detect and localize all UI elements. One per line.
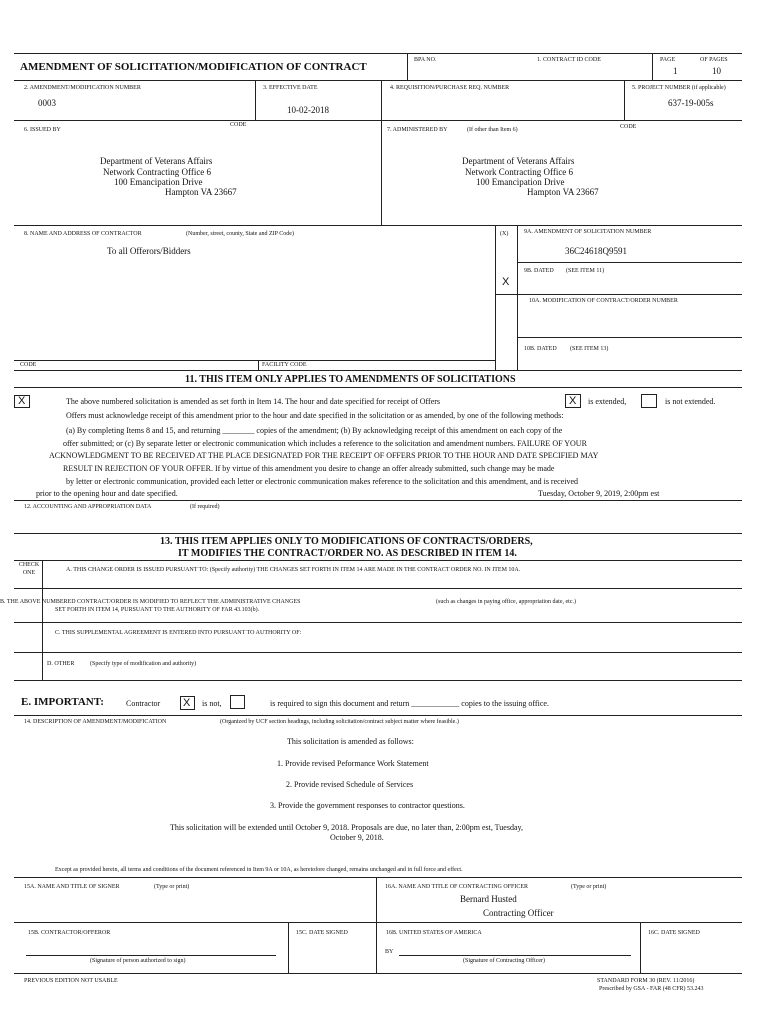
rule-item13-b [14,588,742,589]
signer-note: (Type or print) [154,884,190,890]
issuer-line-3: 100 Emancipation Drive [114,177,203,187]
rule-row8-top [14,225,742,226]
rule-item13-top [14,533,742,534]
rule-15b-top [14,922,742,923]
is-not-check-mark: X [183,697,191,709]
item-11-line-5: ACKNOWLEDGMENT TO BE RECEIVED AT THE PLACE DESIGNATED FOR THE RECEIPT OF OFFERS PRIOR TO THE HOUR AND DATE SPECIFIED MAY [49,451,599,460]
extension-line-1: This solicitation will be extended until October 9, 2018. Proposals are due, no later than, 2:00pm est, Tuesday, [170,823,523,832]
item-14-label: 14. DESCRIPTION OF AMENDMENT/MODIFICATION [24,719,167,725]
item-13-b-line-1[interactable]: B. THE ABOVE NUMBERED CONTRACT/ORDER IS MODIFIED TO REFLECT THE ADMINISTRATIVE CHANGES [0,599,301,605]
rule-row2-c [624,80,625,120]
administrator-line-4: Hampton VA 23667 [527,187,599,197]
description-line-4: 3. Provide the government responses to contractor questions. [270,801,465,810]
check-one-label: CHECK ONE [18,562,40,576]
by-label: BY [385,949,394,955]
item-10b-note: (SEE ITEM 13) [570,346,609,352]
item-11-line-7: by letter or electronic communication, provided each letter or electronic communication makes reference to the solicitation and this amendment, and is received [66,477,579,486]
officer-name: Bernard Husted [460,894,517,904]
united-states-label: 16B. UNITED STATES OF AMERICA [386,930,482,936]
item-11-line-8: prior to the opening hour and date specified. [36,489,178,498]
extension-line-2: October 9, 2018. [330,833,384,842]
requisition-label: 4. REQUISITION/PURCHASE REQ. NUMBER [390,85,510,91]
contractor-signature-caption: (Signature of person authorized to sign) [90,958,186,964]
item-9b-note: (SEE ITEM 11) [566,268,605,274]
item-13-d[interactable]: D. OTHER [47,661,75,667]
item-11-line-1: The above numbered solicitation is amended as set forth in Item 14. The hour and date specified for receipt of Offers [66,397,441,406]
officer-signature-line[interactable] [399,955,631,956]
item-11-heading: 11. THIS ITEM ONLY APPLIES TO AMENDMENTS OF SOLICITATIONS [185,374,516,385]
officer-label: 16A. NAME AND TITLE OF CONTRACTING OFFICER [385,884,529,890]
rule-top [14,53,742,54]
project-number-value: 637-19-005s [668,98,714,108]
item-11-line-2: Offers must acknowledge receipt of this amendment prior to the hour and date specified in the solicitation or as amended, by one of the following methods: [66,411,564,420]
officer-date-label: 16C. DATE SIGNED [648,930,700,936]
item-13-d-note: (Specify type of modification and authority) [90,661,197,667]
item-11-line-6: RESULT IN REJECTION OF YOUR OFFER. If by virtue of this amendment you desire to change an offer already submitted, such change may be made [63,464,555,473]
amendment-number-label: 2. AMENDMENT/MODIFICATION NUMBER [24,85,141,91]
rule-row8-a [495,225,496,370]
rule-title-right [407,53,408,80]
item-11-line-3: (a) By completing Items 8 and 15, and returning ________ copies of the amendment; (b) By acknowledging receipt of this amendment on each copy of the [66,426,563,435]
prescribed-by-label: Prescribed by GSA - FAR (48 CFR) 53.243 [599,986,704,992]
rule-item13-e [14,680,742,681]
signer-label: 15A. NAME AND TITLE OF SIGNER [24,884,120,890]
extended-check-mark: X [569,395,577,407]
rule-row3-top [14,120,742,121]
administered-by-label: 7. ADMINISTERED BY [387,127,448,133]
contractor-label: 8. NAME AND ADDRESS OF CONTRACTOR [24,231,142,237]
page-number: 1 [673,66,678,76]
officer-signature-caption: (Signature of Contracting Officer) [463,958,546,964]
item-13-heading-1: 13. THIS ITEM APPLIES ONLY TO MODIFICATIONS OF CONTRACTS/ORDERS, [160,536,533,547]
description-line-1: This solicitation is amended as follows: [287,737,414,746]
issued-by-label: 6. ISSUED BY [24,127,61,133]
rule-15c [288,922,289,973]
item-10b-label: 10B. DATED [524,346,557,352]
item-11-check-mark: X [18,395,26,407]
rule-item13-c [14,622,742,623]
rule-row2-top [14,80,742,81]
rule-page-left [652,53,653,80]
item-10a-label: 10A. MODIFICATION OF CONTRACT/ORDER NUMBER [529,298,678,304]
project-number-label: 5. PROJECT NUMBER (if applicable) [632,85,726,91]
facility-code-label: FACILITY CODE [262,362,307,368]
administrator-line-2: Network Contracting Office 6 [465,167,574,177]
issuer-line-4: Hampton VA 23667 [165,187,237,197]
administrator-line-1: Department of Veterans Affairs [462,156,575,166]
not-extended-text: is not extended. [665,397,716,406]
effective-date-value: 10-02-2018 [287,105,329,115]
rule-bottom [14,973,742,974]
rule-item11-head [14,387,742,388]
officer-note: (Type or print) [571,884,607,890]
rule-item13-a [14,560,742,561]
of-pages-number: 10 [712,66,721,76]
rule-item13-d [14,652,742,653]
item-14-note: (Organized by UCF section headings, including solicitation/contract subject matter where feasible.) [220,719,459,725]
contractor-value: To all Offerors/Bidders [107,246,191,256]
administered-code-label: CODE [620,124,637,130]
rule-facility [258,360,259,370]
x-column-label: (X) [500,231,509,237]
issuer-line-1: Department of Veterans Affairs [100,156,213,166]
item-12-note: (If required) [190,504,220,510]
contractor-signature-line[interactable] [26,955,276,956]
rule-row2-a [255,80,256,120]
previous-edition-note: PREVIOUS EDITION NOT USABLE [24,978,118,984]
item-13-b-line-2: SET FORTH IN ITEM 14, PURSUANT TO THE AUTHORITY OF FAR 43.103(b). [55,607,260,613]
is-required-checkbox[interactable] [230,695,245,709]
of-pages-label: OF PAGES [700,57,728,63]
item-13-heading-2: IT MODIFIES THE CONTRACT/ORDER NO. AS DESCRIBED IN ITEM 14. [178,548,517,559]
officer-title: Contracting Officer [483,908,554,918]
contractor-offeror-label: 15B. CONTRACTOR/OFFEROR [28,930,111,936]
item-12-label: 12. ACCOUNTING AND APPROPRIATION DATA [24,504,152,510]
rule-item12-top [14,500,742,501]
contract-id-label: 1. CONTRACT ID CODE [537,57,601,63]
rule-item15-top [14,877,742,878]
contractor-date-label: 15C. DATE SIGNED [296,930,348,936]
rule-10b [517,337,742,338]
important-label: E. IMPORTANT: [21,696,104,708]
not-extended-checkbox[interactable] [641,394,657,408]
rule-10a [495,294,742,295]
except-statement: Except as provided herein, all terms and conditions of the document referenced in Item 9A or 10A, as heretofore changed, remains unchanged and in full force and effect. [55,867,463,873]
item-13-a[interactable]: A. THIS CHANGE ORDER IS ISSUED PURSUANT TO: (Specify authority) THE CHANGES SET FORTH IN ITEM 14 ARE MADE IN THE CONTRACT ORDER NO. IN ITEM 10A. [66,567,521,573]
rule-9b [517,262,742,263]
is-required-text: is required to sign this document and return ____________ copies to the issuing office. [270,699,549,708]
item-9a-label: 9A. AMENDMENT OF SOLICITATION NUMBER [524,229,652,235]
item-13-c[interactable]: C. THIS SUPPLEMENTAL AGREEMENT IS ENTERED INTO PURSUANT TO AUTHORITY OF: [55,630,302,636]
standard-form-label: STANDARD FORM 30 (REV. 11/2016) [597,978,695,984]
effective-date-label: 3. EFFECTIVE DATE [263,85,318,91]
contractor-note: (Number, street, county, State and ZIP Code) [186,231,294,237]
page-label: PAGE [660,57,676,63]
rule-item11-top [14,370,742,371]
code-label: CODE [20,362,37,368]
administered-note: (If other than Item 6) [467,127,518,133]
description-line-3: 2. Provide revised Schedule of Services [286,780,414,789]
rule-important-bottom [14,715,742,716]
item-9b-label: 9B. DATED [524,268,554,274]
amendment-number-value: 0003 [38,98,56,108]
is-not-text: is not, [202,699,222,708]
item-11-line-4: offer submitted; or (c) By separate letter or electronic communication which includes a reference to the solicitation and amendment numbers. FAILURE OF YOUR [63,439,587,448]
issuer-line-2: Network Contracting Office 6 [103,167,212,177]
item-13-b-note: (such as changes in paying office, appropriation date, etc.) [436,599,577,605]
offer-due-date: Tuesday, October 9, 2019, 2:00pm est [538,489,660,498]
description-line-2: 1. Provide revised Peformance Work Statement [277,759,429,768]
item-9b-check-mark[interactable]: X [502,276,510,288]
administrator-line-3: 100 Emancipation Drive [476,177,565,187]
contractor-word: Contractor [126,699,161,708]
issued-code-label: CODE [230,122,247,128]
rule-sig-mid [376,877,377,973]
rule-check [42,560,43,680]
item-9a-value: 36C24618Q9591 [565,246,628,256]
rule-code [14,360,495,361]
rule-16c [640,922,641,973]
is-extended-text: is extended, [588,397,627,406]
rule-row8-b [517,225,518,370]
form-title: AMENDMENT OF SOLICITATION/MODIFICATION OF CONTRACT [20,61,367,73]
bpa-label: BPA NO. [414,57,437,63]
rule-row2-b [381,80,382,225]
